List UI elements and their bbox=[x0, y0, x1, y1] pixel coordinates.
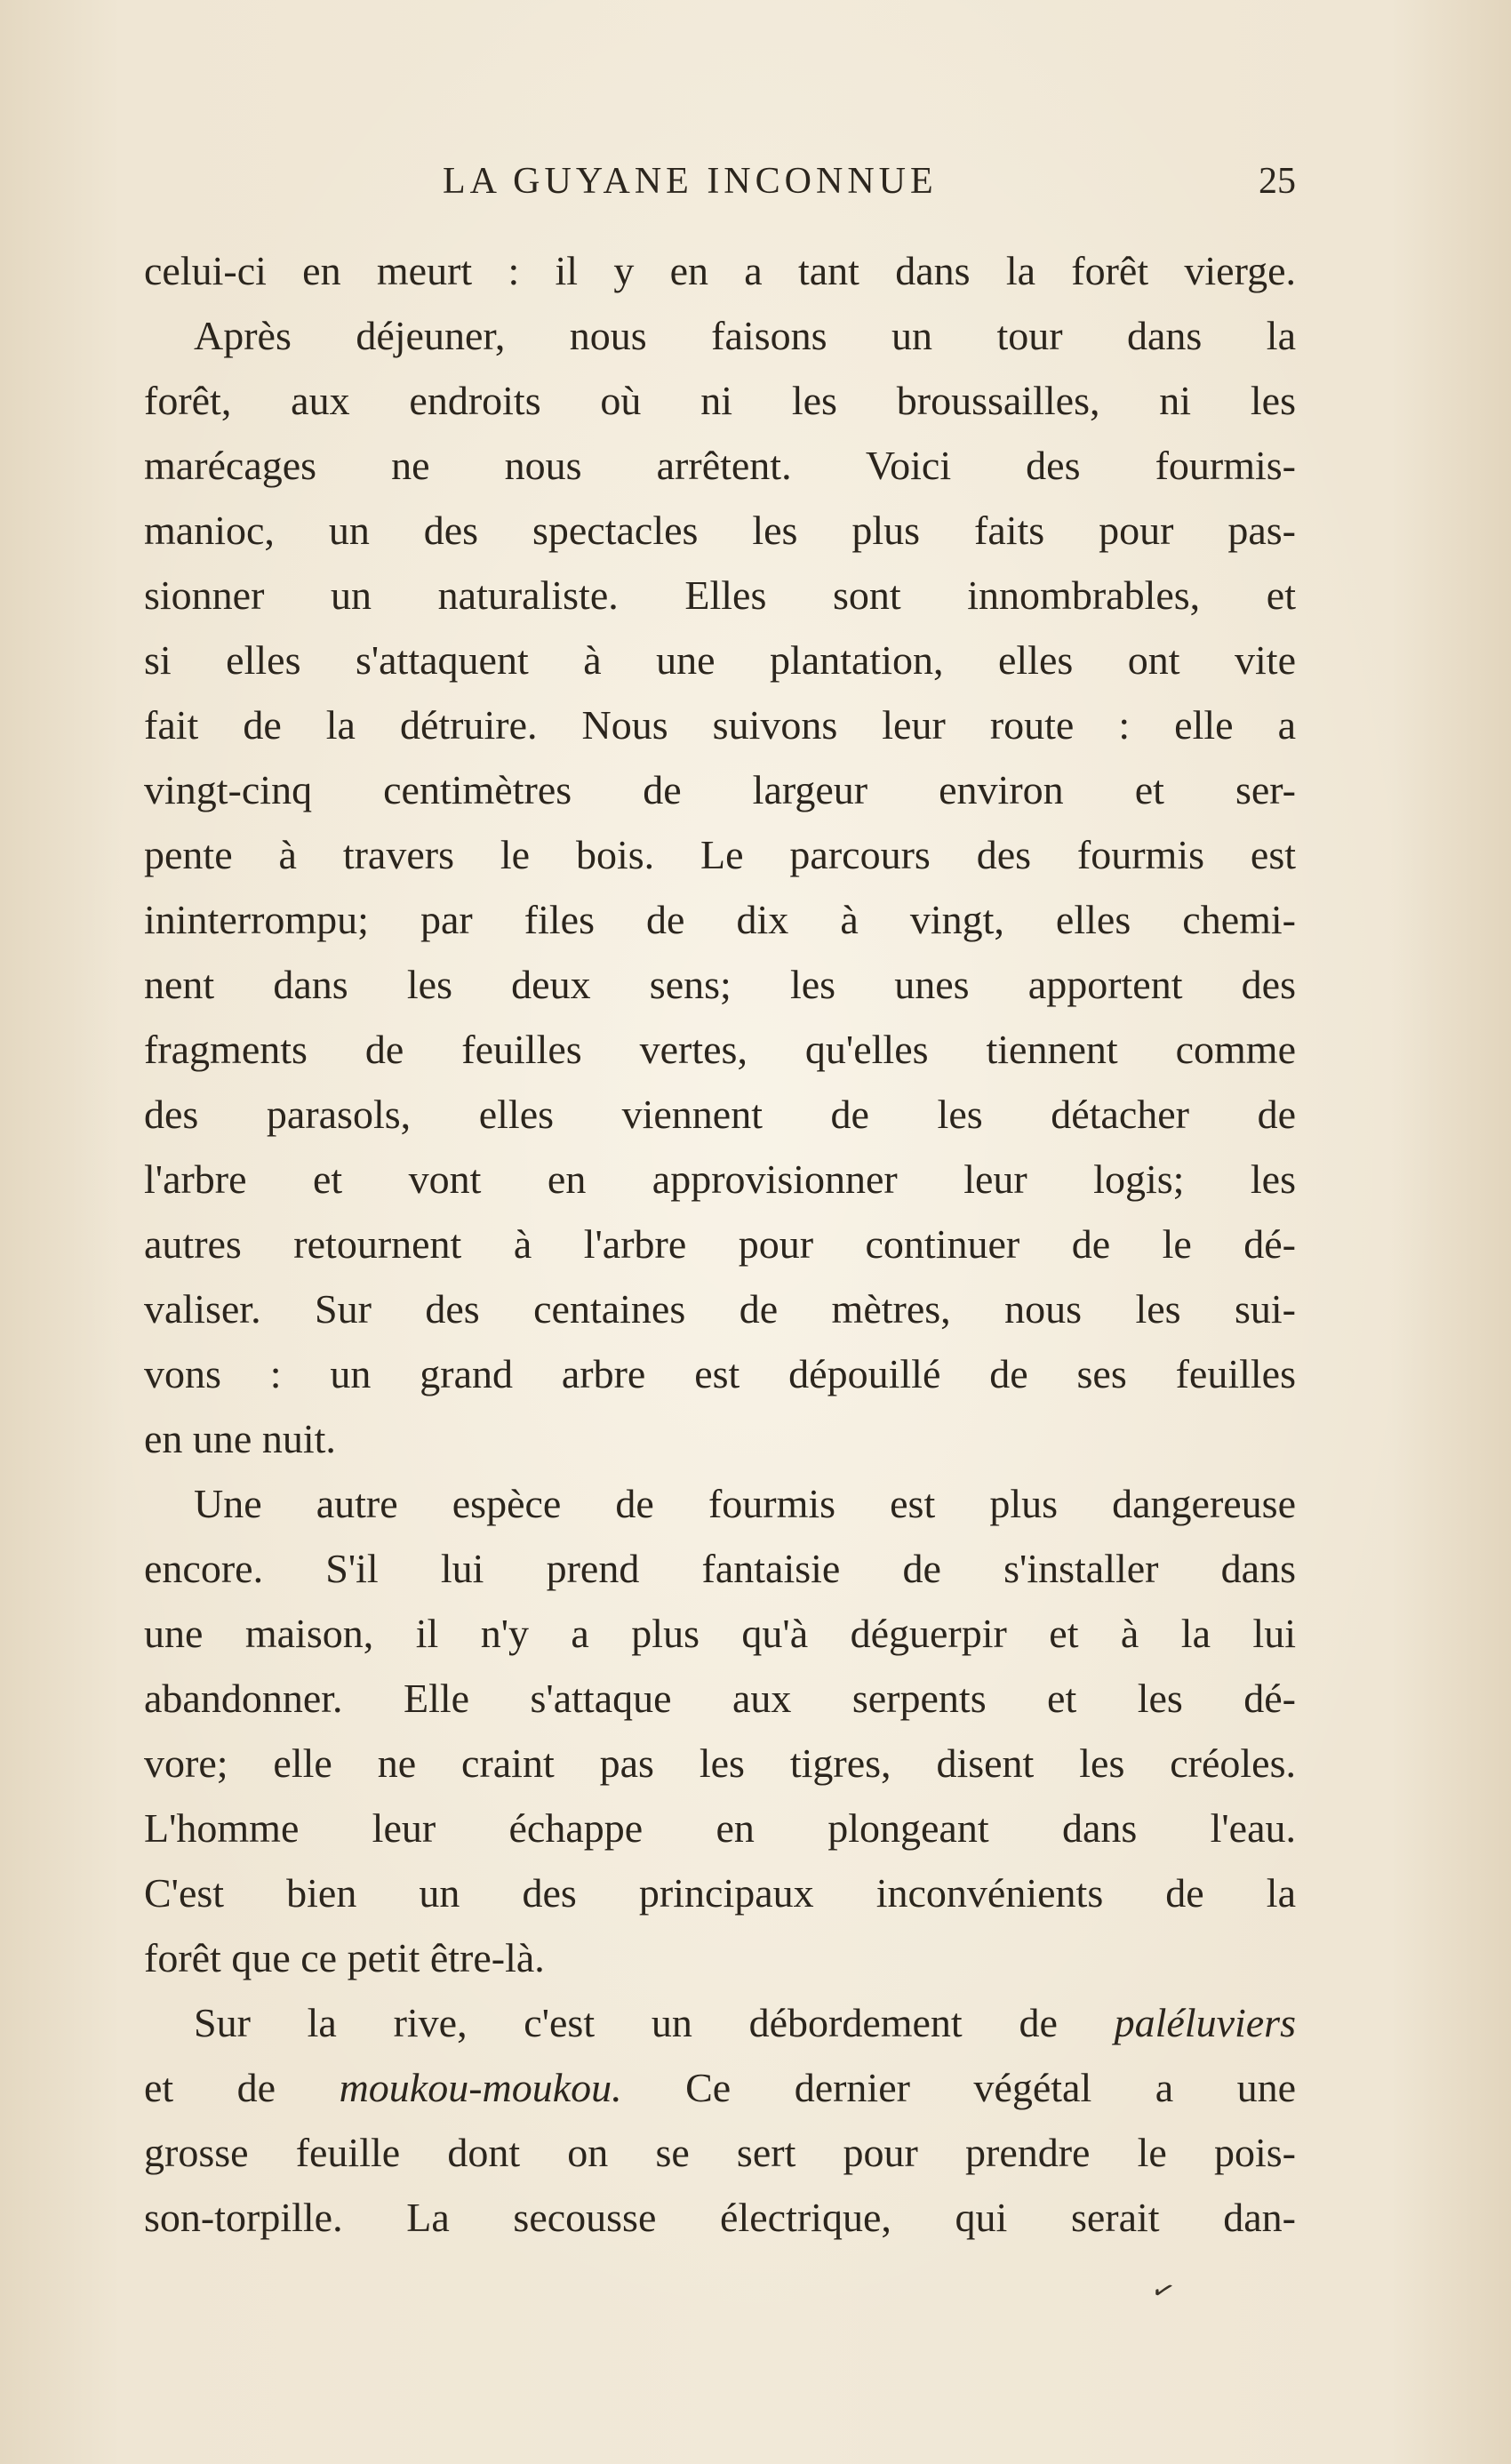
text-line: C'est bien un des principaux inconvénients de la bbox=[144, 1870, 1296, 1916]
text-line: valiser. Sur des centaines de mètres, nous les sui- bbox=[144, 1286, 1296, 1332]
text-line: fait de la détruire. Nous suivons leur route : elle a bbox=[144, 702, 1296, 748]
text-line: en une nuit. bbox=[144, 1416, 336, 1461]
text-line: forêt, aux endroits où ni les broussailles, ni les bbox=[144, 378, 1296, 423]
text-line: grosse feuille dont on se sert pour prendre le pois- bbox=[144, 2130, 1296, 2175]
text-line: marécages ne nous arrêtent. Voici des fourmis- bbox=[144, 443, 1296, 488]
text-line: abandonner. Elle s'attaque aux serpents et les dé- bbox=[144, 1676, 1296, 1721]
text-line: manioc, un des spectacles les plus faits pour pas- bbox=[144, 508, 1296, 553]
text-line: une maison, il n'y a plus qu'à déguerpir et à la lui bbox=[144, 1611, 1296, 1656]
text-line: Une autre espèce de fourmis est plus dangereuse bbox=[194, 1481, 1296, 1526]
text-line: vingt-cinq centimètres de largeur environ et ser- bbox=[144, 767, 1296, 812]
italic-term: paléluviers bbox=[1114, 2000, 1296, 2045]
text-line: sionner un naturaliste. Elles sont innombrables, et bbox=[144, 572, 1296, 618]
text-segment: Sur la rive, c'est un débordement de bbox=[194, 2000, 1058, 2045]
page-number: 25 bbox=[1259, 161, 1296, 202]
text-line: pente à travers le bois. Le parcours des fourmis est bbox=[144, 832, 1296, 877]
text-line: si elles s'attaquent à une plantation, elles ont vite bbox=[144, 637, 1296, 683]
text-line-mixed bbox=[144, 1990, 1296, 2055]
text-line: vons : un grand arbre est dépouillé de ses feuilles bbox=[144, 1351, 1296, 1396]
text-segment: et de bbox=[144, 2065, 276, 2110]
text-line: encore. S'il lui prend fantaisie de s'installer dans bbox=[144, 1546, 1296, 1591]
text-line: celui-ci en meurt : il y en a tant dans la forêt vierge. bbox=[144, 248, 1296, 293]
text-line: l'arbre et vont en approvisionner leur logis; les bbox=[144, 1156, 1296, 1202]
text-line: des parasols, elles viennent de les détacher de bbox=[144, 1092, 1296, 1137]
running-head bbox=[144, 155, 1296, 208]
italic-term: moukou-moukou. bbox=[339, 2065, 622, 2110]
text-line: L'homme leur échappe en plongeant dans l'eau. bbox=[144, 1805, 1296, 1851]
footer-mark: ✓ bbox=[1147, 2273, 1179, 2309]
text-line: Après déjeuner, nous faisons un tour dans la bbox=[194, 313, 1296, 358]
text-segment: Ce dernier végétal a une bbox=[685, 2065, 1296, 2110]
text-line: son-torpille. La secousse électrique, qui serait dan- bbox=[144, 2195, 1296, 2240]
running-title: LA GUYANE INCONNUE bbox=[443, 161, 938, 202]
text-line: autres retournent à l'arbre pour continuer de le dé- bbox=[144, 1221, 1296, 1267]
text-line: forêt que ce petit être-là. bbox=[144, 1935, 545, 1980]
body-text bbox=[144, 238, 1296, 2250]
text-line: nent dans les deux sens; les unes apportent des bbox=[144, 962, 1296, 1007]
text-line-mixed bbox=[144, 2055, 1296, 2120]
text-line: ininterrompu; par files de dix à vingt, elles chemi- bbox=[144, 897, 1296, 942]
text-line: vore; elle ne craint pas les tigres, disent les créoles. bbox=[144, 1740, 1296, 1786]
text-line: fragments de feuilles vertes, qu'elles tiennent comme bbox=[144, 1027, 1296, 1072]
